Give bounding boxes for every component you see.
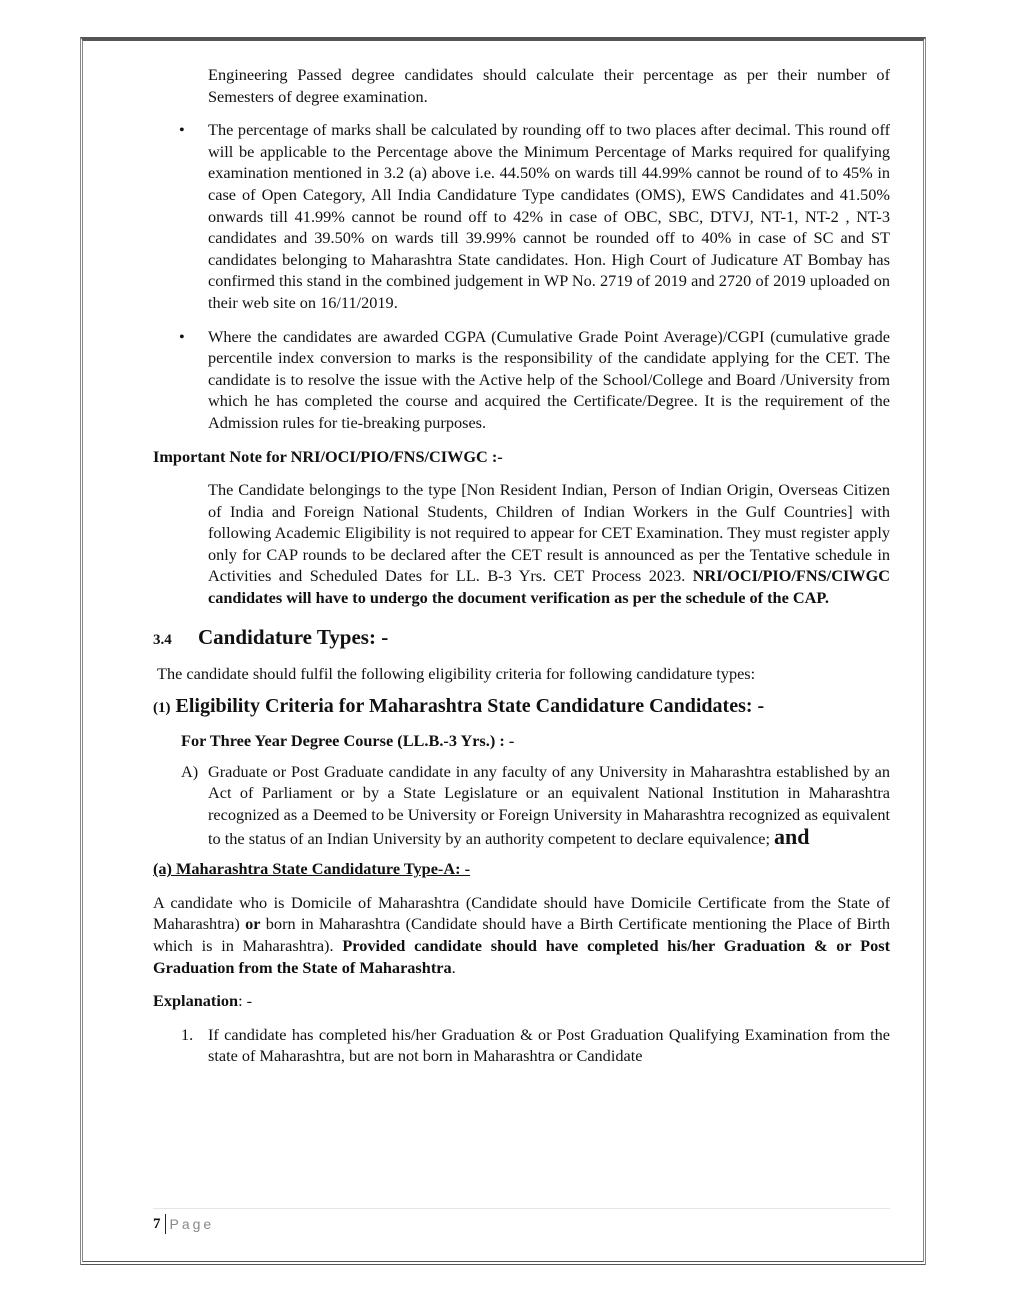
type-a-paragraph xyxy=(153,892,890,978)
explanation-text: If candidate has completed his/her Graduation & or Post Graduation Qualifying Examination from the state of Maharashtra, but are not born in Maharashtra or Candidate xyxy=(208,1024,890,1066)
type-a-or: or xyxy=(245,914,261,934)
section-title: Candidature Types: - xyxy=(198,624,389,649)
section-intro: The candidate should fulfil the following eligibility criteria for following candidature types: xyxy=(157,663,756,683)
type-a-text-2: born in Maharashtra (Candidate should have a Birth Certificate mentioning the Place of Birth which is in Maharashtra). xyxy=(153,914,891,955)
type-a-provided: Provided candidate should have completed his/her Graduation & or Post Graduation from the State of Maharashtra xyxy=(153,936,890,977)
page-number: 7 xyxy=(153,1214,166,1234)
footer-divider xyxy=(153,1208,890,1209)
criteria-item xyxy=(181,761,890,849)
criteria-and: and xyxy=(774,823,810,849)
note-paragraph xyxy=(208,479,890,609)
page-footer xyxy=(153,1214,214,1234)
document-body xyxy=(153,64,890,1067)
bullet-item xyxy=(179,326,890,434)
type-a-text: A candidate who is Domicile of Maharashtra (Candidate should have Domicile Certificate from the State of Maharashtra) xyxy=(153,892,890,934)
bullet-text: Where the candidates are awarded CGPA (Cumulative Grade Point Average)/CGPI (cumulative grade percentile index conversion to marks is the responsibility of the candidate applying for the CET. The candidate is to resolve the issue with the Active help of the School/College and Board /University from which he has completed the course and acquired the Certificate/Degree. It is the requirement of the Admission rules for tie-breaking purposes. xyxy=(208,326,890,432)
note-heading: Important Note for NRI/OCI/PIO/FNS/CIWGC :- xyxy=(153,446,503,466)
bullet-icon: • xyxy=(179,326,185,346)
explanation-number: 1. xyxy=(181,1024,194,1044)
criteria-label: A) xyxy=(181,761,199,781)
bullet-text: The percentage of marks shall be calculated by rounding off to two places after decimal. This round off will be applicable to the Percentage above the Minimum Percentage of Marks required for qualifying examination mentioned in 3.2 (a) above i.e. 44.50% on wards till 44.99% cannot be round of to 45% in case of Open Category, All India Candidature Type candidates (OMS), EWS Candidates and 41.50% onwards till 41.99% cannot be round off to 42% in case of OBC, SBC, DTVJ, NT-1, NT-2 , NT-3 candidates and 39.50% on wards till 39.99% cannot be rounded off to 40% in case of SC and ST candidates belonging to Maharashtra State candidates. Hon. High Court of Judicature AT Bombay has confirmed this stand in the combined judgement in WP No. 2719 of 2019 and 2720 of 2019 uploaded on their web site on 16/11/2019. xyxy=(208,120,890,312)
type-a-heading: (a) Maharashtra State Candidature Type-A: - xyxy=(153,859,471,879)
intro-paragraph: Engineering Passed degree candidates should calculate their percentage as per their number of Semesters of degree examination. xyxy=(208,65,890,106)
section-heading xyxy=(153,623,890,654)
type-a-end: . xyxy=(451,957,456,977)
subsection-number: (1) xyxy=(153,700,171,717)
bullet-icon: • xyxy=(179,120,185,140)
page-label: Page xyxy=(169,1216,215,1232)
subsection-title: Eligibility Criteria for Maharashtra State Candidature Candidates: - xyxy=(175,695,765,718)
course-heading: For Three Year Degree Course (LL.B.-3 Yrs.) : - xyxy=(181,731,515,751)
criteria-text: Graduate or Post Graduate candidate in any faculty of any University in Maharashtra established by an Act of Parliament or by a State Legislature or an equivalent National Institution in Maharashtra recognized as a Deemed to be University or Foreign University in Maharashtra recognized as equivalent to the status of an Indian University by an authority competent to declare equivalence; xyxy=(208,761,890,848)
explanation-heading xyxy=(153,990,890,1012)
bullet-item xyxy=(179,119,890,313)
explanation-item xyxy=(181,1024,890,1067)
subsection-heading xyxy=(153,693,890,721)
explanation-label: Explanation xyxy=(153,991,239,1011)
note-bold-text: NRI/OCI/PIO/FNS/CIWGC candidates will have to undergo the document verification as per the schedule of the CAP. xyxy=(208,566,890,608)
explanation-suffix: : - xyxy=(238,991,253,1011)
section-number: 3.4 xyxy=(153,631,172,648)
note-text: The Candidate belongings to the type [Non Resident Indian, Person of Indian Origin, Overseas Citizen of India and Foreign National Students, Children of Indian Workers in the Gulf Countries] with following Academic Eligibility is not required to appear for CET Examination. They must register apply only for CAP rounds to be declared after the CET result is announced as per the Tentative schedule in Activities and Scheduled Dates for LL. B-3 Yrs. CET Process 2023. xyxy=(208,480,890,586)
